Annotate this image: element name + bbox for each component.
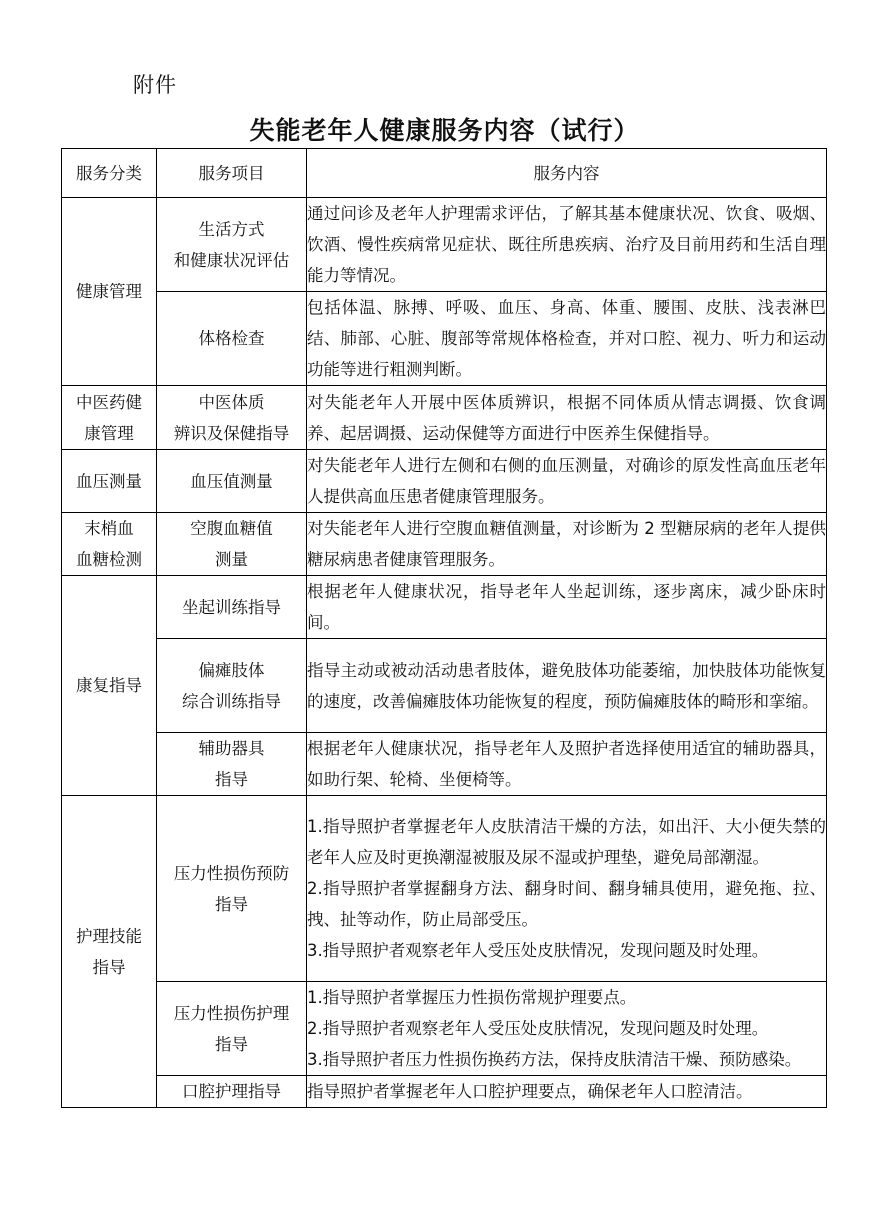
service-item bbox=[157, 733, 307, 796]
content-text: 包括体温、脉搏、呼吸、血压、身高、体重、腰围、皮肤、浅表淋巴结、肺部、心脏、腹部等常规体格检查，并对口腔、视力、听力和运动功能等进行粗测判断。 bbox=[307, 298, 826, 379]
service-content bbox=[307, 450, 827, 513]
category-rehabilitation bbox=[62, 576, 157, 796]
content-text: 1.指导照护者掌握老年人皮肤清洁干燥的方法，如出汗、大小便失禁的老年人应及时更换潮湿被服及尿不湿或护理垫，避免局部潮湿。 bbox=[307, 817, 826, 867]
service-content bbox=[307, 796, 827, 982]
item-label: 压力性损伤预防 bbox=[173, 863, 290, 883]
service-item bbox=[157, 1076, 307, 1108]
content-text: 指导照护者掌握老年人口腔护理要点，确保老年人口腔清洁。 bbox=[307, 1082, 753, 1101]
category-health-management bbox=[62, 198, 157, 386]
table-row bbox=[62, 576, 827, 639]
item-label: 指导 bbox=[215, 1034, 248, 1054]
table-row bbox=[62, 450, 827, 513]
content-text: 根据老年人健康状况，指导老年人及照护者选择使用适宜的辅助器具，如助行架、轮椅、坐便椅等。 bbox=[307, 739, 826, 789]
content-text: 对失能老年人开展中医体质辨识，根据不同体质从情志调摄、饮食调养、起居调摄、运动保健等方面进行中医养生保健指导。 bbox=[307, 392, 826, 443]
item-label: 压力性损伤护理 bbox=[173, 1003, 290, 1023]
service-content bbox=[307, 1076, 827, 1108]
table-row bbox=[62, 1076, 827, 1108]
category-label: 末梢血 bbox=[84, 519, 134, 538]
service-table bbox=[61, 148, 827, 1108]
item-label: 指导 bbox=[215, 770, 248, 789]
service-content bbox=[307, 982, 827, 1076]
table-row bbox=[62, 982, 827, 1076]
category-blood-pressure bbox=[62, 450, 157, 513]
item-label: 测量 bbox=[215, 550, 248, 569]
category-label: 护理技能 bbox=[76, 926, 142, 946]
content-text: 通过问诊及老年人护理需求评估，了解其基本健康状况、饮食、吸烟、饮酒、慢性疾病常见症状、既往所患疾病、治疗及目前用药和生活自理能力等情况。 bbox=[307, 204, 826, 285]
content-text: 对失能老年人进行空腹血糖值测量，对诊断为 2 型糖尿病的老年人提供糖尿病患者健康管理服务。 bbox=[307, 519, 826, 569]
category-nursing-skills bbox=[62, 796, 157, 1108]
item-label: 综合训练指导 bbox=[182, 691, 281, 711]
service-content bbox=[307, 513, 827, 576]
item-label: 生活方式 bbox=[198, 219, 265, 239]
service-item bbox=[157, 292, 307, 386]
attachment-label: 附件 bbox=[133, 73, 177, 97]
content-text: 2.指导照护者观察老年人受压处皮肤情况，发现问题及时处理。 bbox=[307, 1019, 769, 1038]
service-content bbox=[307, 198, 827, 292]
item-label: 空腹血糖值 bbox=[190, 519, 273, 538]
document-title: 失能老年人健康服务内容（试行） bbox=[249, 116, 640, 145]
service-content bbox=[307, 292, 827, 386]
category-label: 康复指导 bbox=[76, 676, 142, 695]
category-label: 中医药健 bbox=[76, 392, 142, 412]
content-text: 3.指导照护者压力性损伤换药方法，保持皮肤清洁干燥、预防感染。 bbox=[307, 1050, 802, 1069]
category-label: 血压测量 bbox=[76, 471, 142, 491]
category-label: 血糖检测 bbox=[76, 550, 142, 569]
service-item bbox=[157, 982, 307, 1076]
service-content bbox=[307, 639, 827, 733]
table-row bbox=[62, 198, 827, 292]
item-label: 血压值测量 bbox=[190, 471, 273, 491]
item-label: 坐起训练指导 bbox=[182, 597, 281, 617]
service-item bbox=[157, 198, 307, 292]
category-label: 康管理 bbox=[84, 423, 134, 443]
content-text: 3.指导照护者观察老年人受压处皮肤情况，发现问题及时处理。 bbox=[307, 941, 769, 960]
column-header-category: 服务分类 bbox=[62, 149, 157, 198]
table-row bbox=[62, 513, 827, 576]
column-header-content: 服务内容 bbox=[307, 149, 827, 198]
service-content bbox=[307, 576, 827, 639]
service-item bbox=[157, 796, 307, 982]
service-content bbox=[307, 386, 827, 450]
service-item bbox=[157, 450, 307, 513]
item-label: 和健康状况评估 bbox=[173, 250, 290, 270]
service-item bbox=[157, 513, 307, 576]
content-text: 指导主动或被动活动患者肢体，避免肢体功能萎缩，加快肢体功能恢复的速度，改善偏瘫肢体功能恢复的程度，预防偏瘫肢体的畸形和挛缩。 bbox=[307, 660, 826, 711]
category-label: 指导 bbox=[92, 957, 126, 977]
content-text: 根据老年人健康状况，指导老年人坐起训练，逐步离床，减少卧床时间。 bbox=[307, 582, 826, 632]
category-label: 健康管理 bbox=[76, 282, 142, 301]
content-text: 2.指导照护者掌握翻身方法、翻身时间、翻身辅具使用，避免拖、拉、拽、扯等动作，防止局部受压。 bbox=[307, 879, 826, 929]
table-row bbox=[62, 292, 827, 386]
service-item bbox=[157, 386, 307, 450]
item-label: 偏瘫肢体 bbox=[198, 660, 265, 680]
table-row bbox=[62, 733, 827, 796]
item-label: 辨识及保健指导 bbox=[173, 423, 290, 443]
table-row bbox=[62, 639, 827, 733]
table-row bbox=[62, 796, 827, 982]
service-content bbox=[307, 733, 827, 796]
content-text: 1.指导照护者掌握压力性损伤常规护理要点。 bbox=[307, 988, 637, 1007]
service-item bbox=[157, 639, 307, 733]
content-text: 对失能老年人进行左侧和右侧的血压测量，对确诊的原发性高血压老年人提供高血压患者健康管理服务。 bbox=[307, 456, 826, 506]
table-row bbox=[62, 386, 827, 450]
item-label: 辅助器具 bbox=[198, 739, 265, 758]
item-label: 中医体质 bbox=[198, 392, 265, 412]
category-blood-glucose bbox=[62, 513, 157, 576]
item-label: 指导 bbox=[215, 894, 248, 914]
service-item bbox=[157, 576, 307, 639]
item-label: 体格检查 bbox=[198, 329, 265, 348]
table-header-row bbox=[62, 149, 827, 198]
column-header-item: 服务项目 bbox=[157, 149, 307, 198]
category-tcm-health-management bbox=[62, 386, 157, 450]
item-label: 口腔护理指导 bbox=[182, 1082, 281, 1101]
